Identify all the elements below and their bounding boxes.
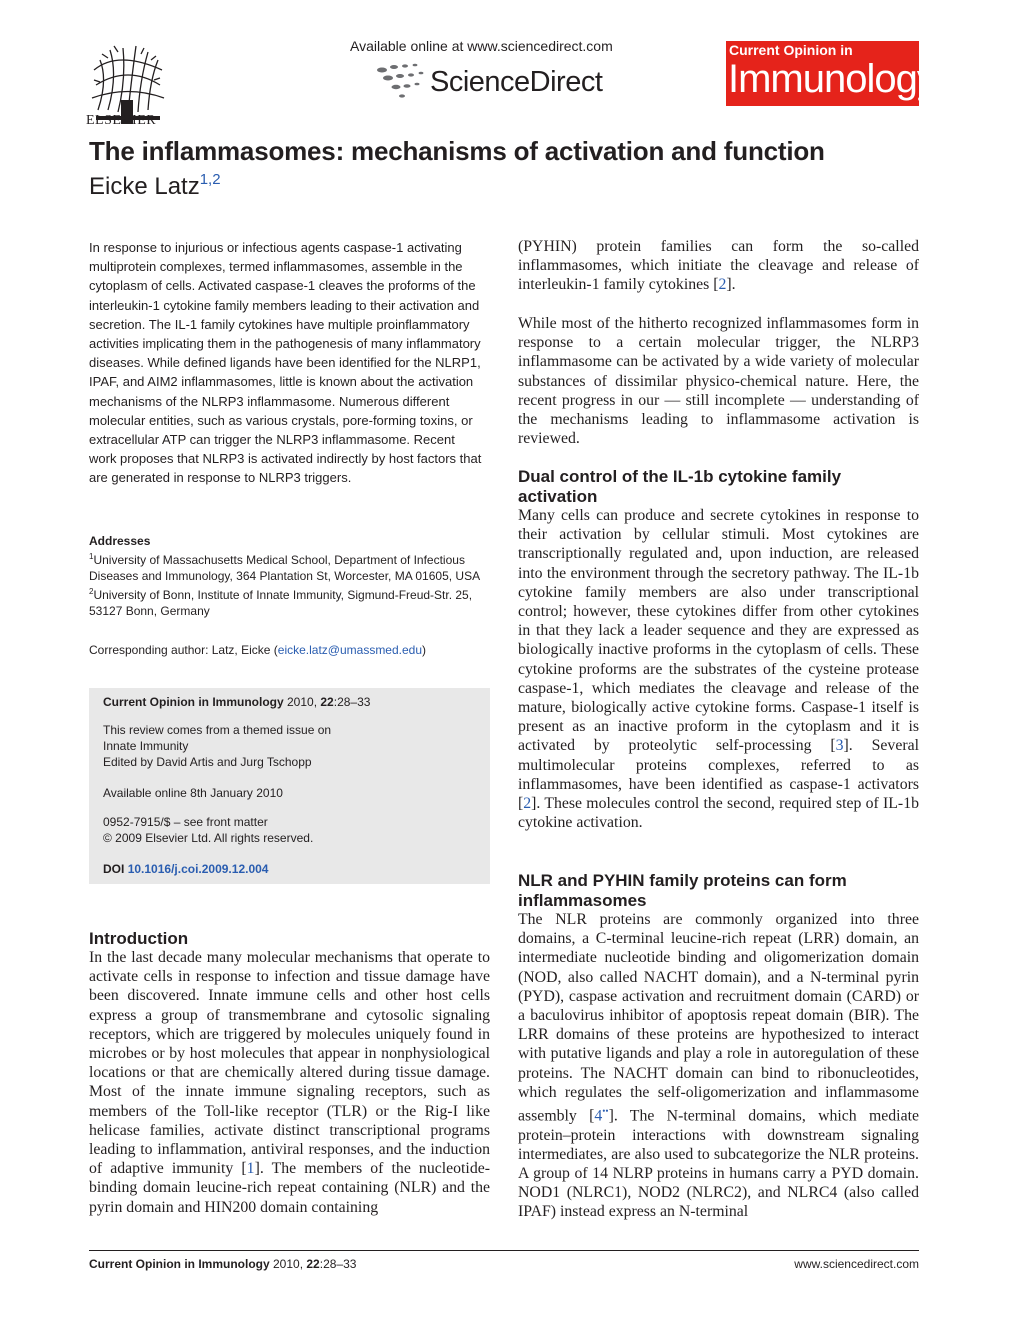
right-paragraph-4 xyxy=(518,910,919,1222)
citation-link[interactable]: 4 xyxy=(594,1107,603,1125)
publisher-wordmark: ELSEVIER xyxy=(86,113,157,128)
corresponding-prefix: Corresponding author: Latz, Eicke ( xyxy=(89,643,278,657)
sciencedirect-logo xyxy=(372,58,612,102)
info-copyright: © 2009 Elsevier Ltd. All rights reserved. xyxy=(103,831,314,845)
info-doi-label: DOI xyxy=(103,862,125,876)
journal-logo xyxy=(726,41,936,106)
address-2 xyxy=(89,584,489,619)
section-heading-dual-control: Dual control of the IL-1b cytokine family activation xyxy=(518,467,842,506)
journal-logo-main: Immunology xyxy=(728,57,936,101)
citation-link[interactable]: 2 xyxy=(718,276,727,294)
sciencedirect-dots-icon xyxy=(372,58,432,102)
introduction-paragraph xyxy=(89,948,490,1217)
right-paragraph-2: While most of the hitherto recognized inflammasomes form in response to a certain molecular trigger, the NLRP3 inflammasome can be activated by a wide variety of molecular substances of dissimilar physico-chemical nature. Here, the recent progress in our — still incomplete — understanding of the mechanisms leading to inflammasome activation is reviewed. xyxy=(518,315,919,448)
p3-text-b: ]. Several multimolecular proteins complexes, referred to as inflammasomes, have been identified as caspase-1 activators [ xyxy=(518,737,919,813)
footer-year: 2010, xyxy=(273,1257,304,1271)
footer-journal: Current Opinion in Immunology xyxy=(89,1257,270,1271)
section-heading-nlr-pyhin: NLR and PYHIN family proteins can form inflammasomes xyxy=(518,871,847,910)
corresponding-author xyxy=(89,643,489,657)
address-1 xyxy=(89,549,489,584)
info-journal: Current Opinion in Immunology xyxy=(103,695,284,709)
p1-text-a: (PYHIN) protein families can form the so-called inflammasomes, which initiate the cleavage and release of interleukin-1 family cytokines [ xyxy=(518,238,919,294)
p4-text-a: The NLR proteins are commonly organized into three domains, a C-terminal leucine-rich repeat (LRR) domain, an intermediate nucleotide binding and oligomerization domain (NOD, also called NACHT domain), and a N-terminal pyrin (PYD), caspase activation and recruitment domain (CARD) or a baculovirus inhibitor of apoptosis repeat domain (BIR). The LRR domains of these proteins are hypothesized to interact with putative ligands and play a role in autoregulation of these proteins. The NACHT domain can bind to ribonucleotides, which regulates the self-oligomerization and inflammasome assembly [ xyxy=(518,911,919,1125)
intro-text-b: ]. The members of the nucleotide-binding domain leucine-rich repeat containing (NLR) and the pyrin domain and HIN200 domain containing xyxy=(89,1160,490,1216)
footer-url-link[interactable]: www.sciencedirect.com xyxy=(794,1257,919,1271)
info-doi xyxy=(103,862,268,876)
info-year: 2010, xyxy=(287,695,318,709)
citation-link[interactable]: 2 xyxy=(523,795,532,813)
footer-volume: 22 xyxy=(306,1257,320,1271)
doi-link[interactable]: 10.1016/j.coi.2009.12.004 xyxy=(127,862,269,876)
sciencedirect-wordmark: ScienceDirect xyxy=(430,66,603,98)
introduction-heading: Introduction xyxy=(89,929,189,948)
info-pages: :28–33 xyxy=(333,695,371,709)
journal-logo-top: Current Opinion in xyxy=(729,42,853,58)
footer-citation xyxy=(89,1257,356,1271)
abstract: In response to injurious or infectious agents caspase-1 activating multiprotein complexes, termed inflammasomes, assemble in the cytoplasm of cells. Activated caspase-1 cleaves the proforms of the interleukin-1 cytokine family members leading to their activation and secretion. The IL-1 family cytokines have multiple proinflammatory activities implicating them in the pathogenesis of many inflammatory diseases. While defined ligands have been identified for the NLRP1, IPAF, and AIM2 inflammasomes, little is known about the activation mechanisms of the NLRP3 inflammasome. Numerous different molecular entities, such as various crystals, pore-forming toxins, or extracellular ATP can trigger the NLRP3 inflammasome. Recent work proposes that NLRP3 is activated indirectly by host factors that are generated in response to NLRP3 triggers. xyxy=(89,240,482,486)
address-1-num: 1 xyxy=(89,552,94,561)
article-author xyxy=(89,165,221,202)
right-paragraph-1 xyxy=(518,237,919,295)
citation-link[interactable]: 3 xyxy=(835,737,844,755)
addresses-heading: Addresses xyxy=(89,534,151,548)
author-name: Eicke Latz xyxy=(89,173,200,200)
p3-text-c: ]. These molecules control the second, required step of IL-1b cytokine activation. xyxy=(518,795,919,832)
info-available: Available online 8th January 2010 xyxy=(103,786,283,800)
info-volume: 22 xyxy=(320,695,334,709)
footer-pages: :28–33 xyxy=(319,1257,357,1271)
info-themed-2: Innate Immunity xyxy=(103,739,189,753)
citation-importance-dots: •• xyxy=(602,1106,609,1117)
right-paragraph-3 xyxy=(518,506,919,832)
info-citation xyxy=(103,695,370,709)
p4-text-b: ]. The N-terminal domains, which mediate protein–protein interactions with downstream signaling intermediates, are also used to subcategorize the NLR proteins. A group of 14 NLRP proteins in humans carry a PYD domain. NOD1 (NLRC1), NOD2 (NLRC2), and NLRC4 (also called IPAF) instead express an N-terminal xyxy=(518,1107,919,1221)
info-themed-1: This review comes from a themed issue on xyxy=(103,723,332,737)
corresponding-suffix: ) xyxy=(422,643,427,657)
p3-text-a: Many cells can produce and secrete cytokines in response to their activation by cellular stimuli. Most cytokines are transcriptionally regulated and, upon induction, are released into the environment through the secretory pathway. The IL-1b cytokine family members are also under transcriptional control; however, these cytokines differ from other cytokines in that they lack a leader sequence and they are expressed as biologically inactive proforms in the cytoplasm of cells. These cytokine proforms are the substrates of the cysteine protease caspase-1, which mediates the cleavage and release of the mature, biologically active cytokine forms. Caspase-1 itself is present as an inactive proform in the cytoplasm and it is activated by proteolytic self-processing [ xyxy=(518,507,919,755)
address-1-text: University of Massachusetts Medical School, Department of Infectious Diseases and Immunology, 364 Plantation St, Worcester, MA 01605, USA xyxy=(89,553,481,583)
address-2-text: University of Bonn, Institute of Innate Immunity, Sigmund-Freud-Str. 25, 53127 Bonn, Germany xyxy=(89,588,473,618)
citation-link[interactable]: 1 xyxy=(246,1160,255,1178)
address-2-num: 2 xyxy=(89,587,94,596)
article-info-box xyxy=(89,688,490,884)
available-online-text: Available online at www.sciencedirect.com xyxy=(350,38,613,54)
info-themed-3: Edited by David Artis and Jurg Tschopp xyxy=(103,755,312,769)
info-issn: 0952-7915/$ – see front matter xyxy=(103,815,268,829)
p1-text-b: ]. xyxy=(726,276,736,294)
author-affiliation-sup: 1,2 xyxy=(199,171,221,188)
intro-text-a: In the last decade many molecular mechanisms that operate to activate cells in response to infection and tissue damage have been discovered. Innate immune cells and other host cells express a group of transmembrane and cytosolic signaling receptors, which are triggered by molecules uniquely found in microbes or by host molecules that appear in nonphysiological locations or that are chemically altered during tissue damage. Most of the innate immune signaling receptors, such as members of the Toll-like receptor (TLR) or the Rig-I like helicase families, activate distinct transcriptional programs leading to inflammation, antiviral responses, and the induction of adaptive immunity [ xyxy=(89,949,490,1178)
footer-divider xyxy=(89,1250,919,1251)
addresses xyxy=(89,533,489,619)
author-email-link[interactable]: eicke.latz@umassmed.edu xyxy=(277,643,423,657)
article-title: The inflammasomes: mechanisms of activation and function xyxy=(89,136,825,166)
